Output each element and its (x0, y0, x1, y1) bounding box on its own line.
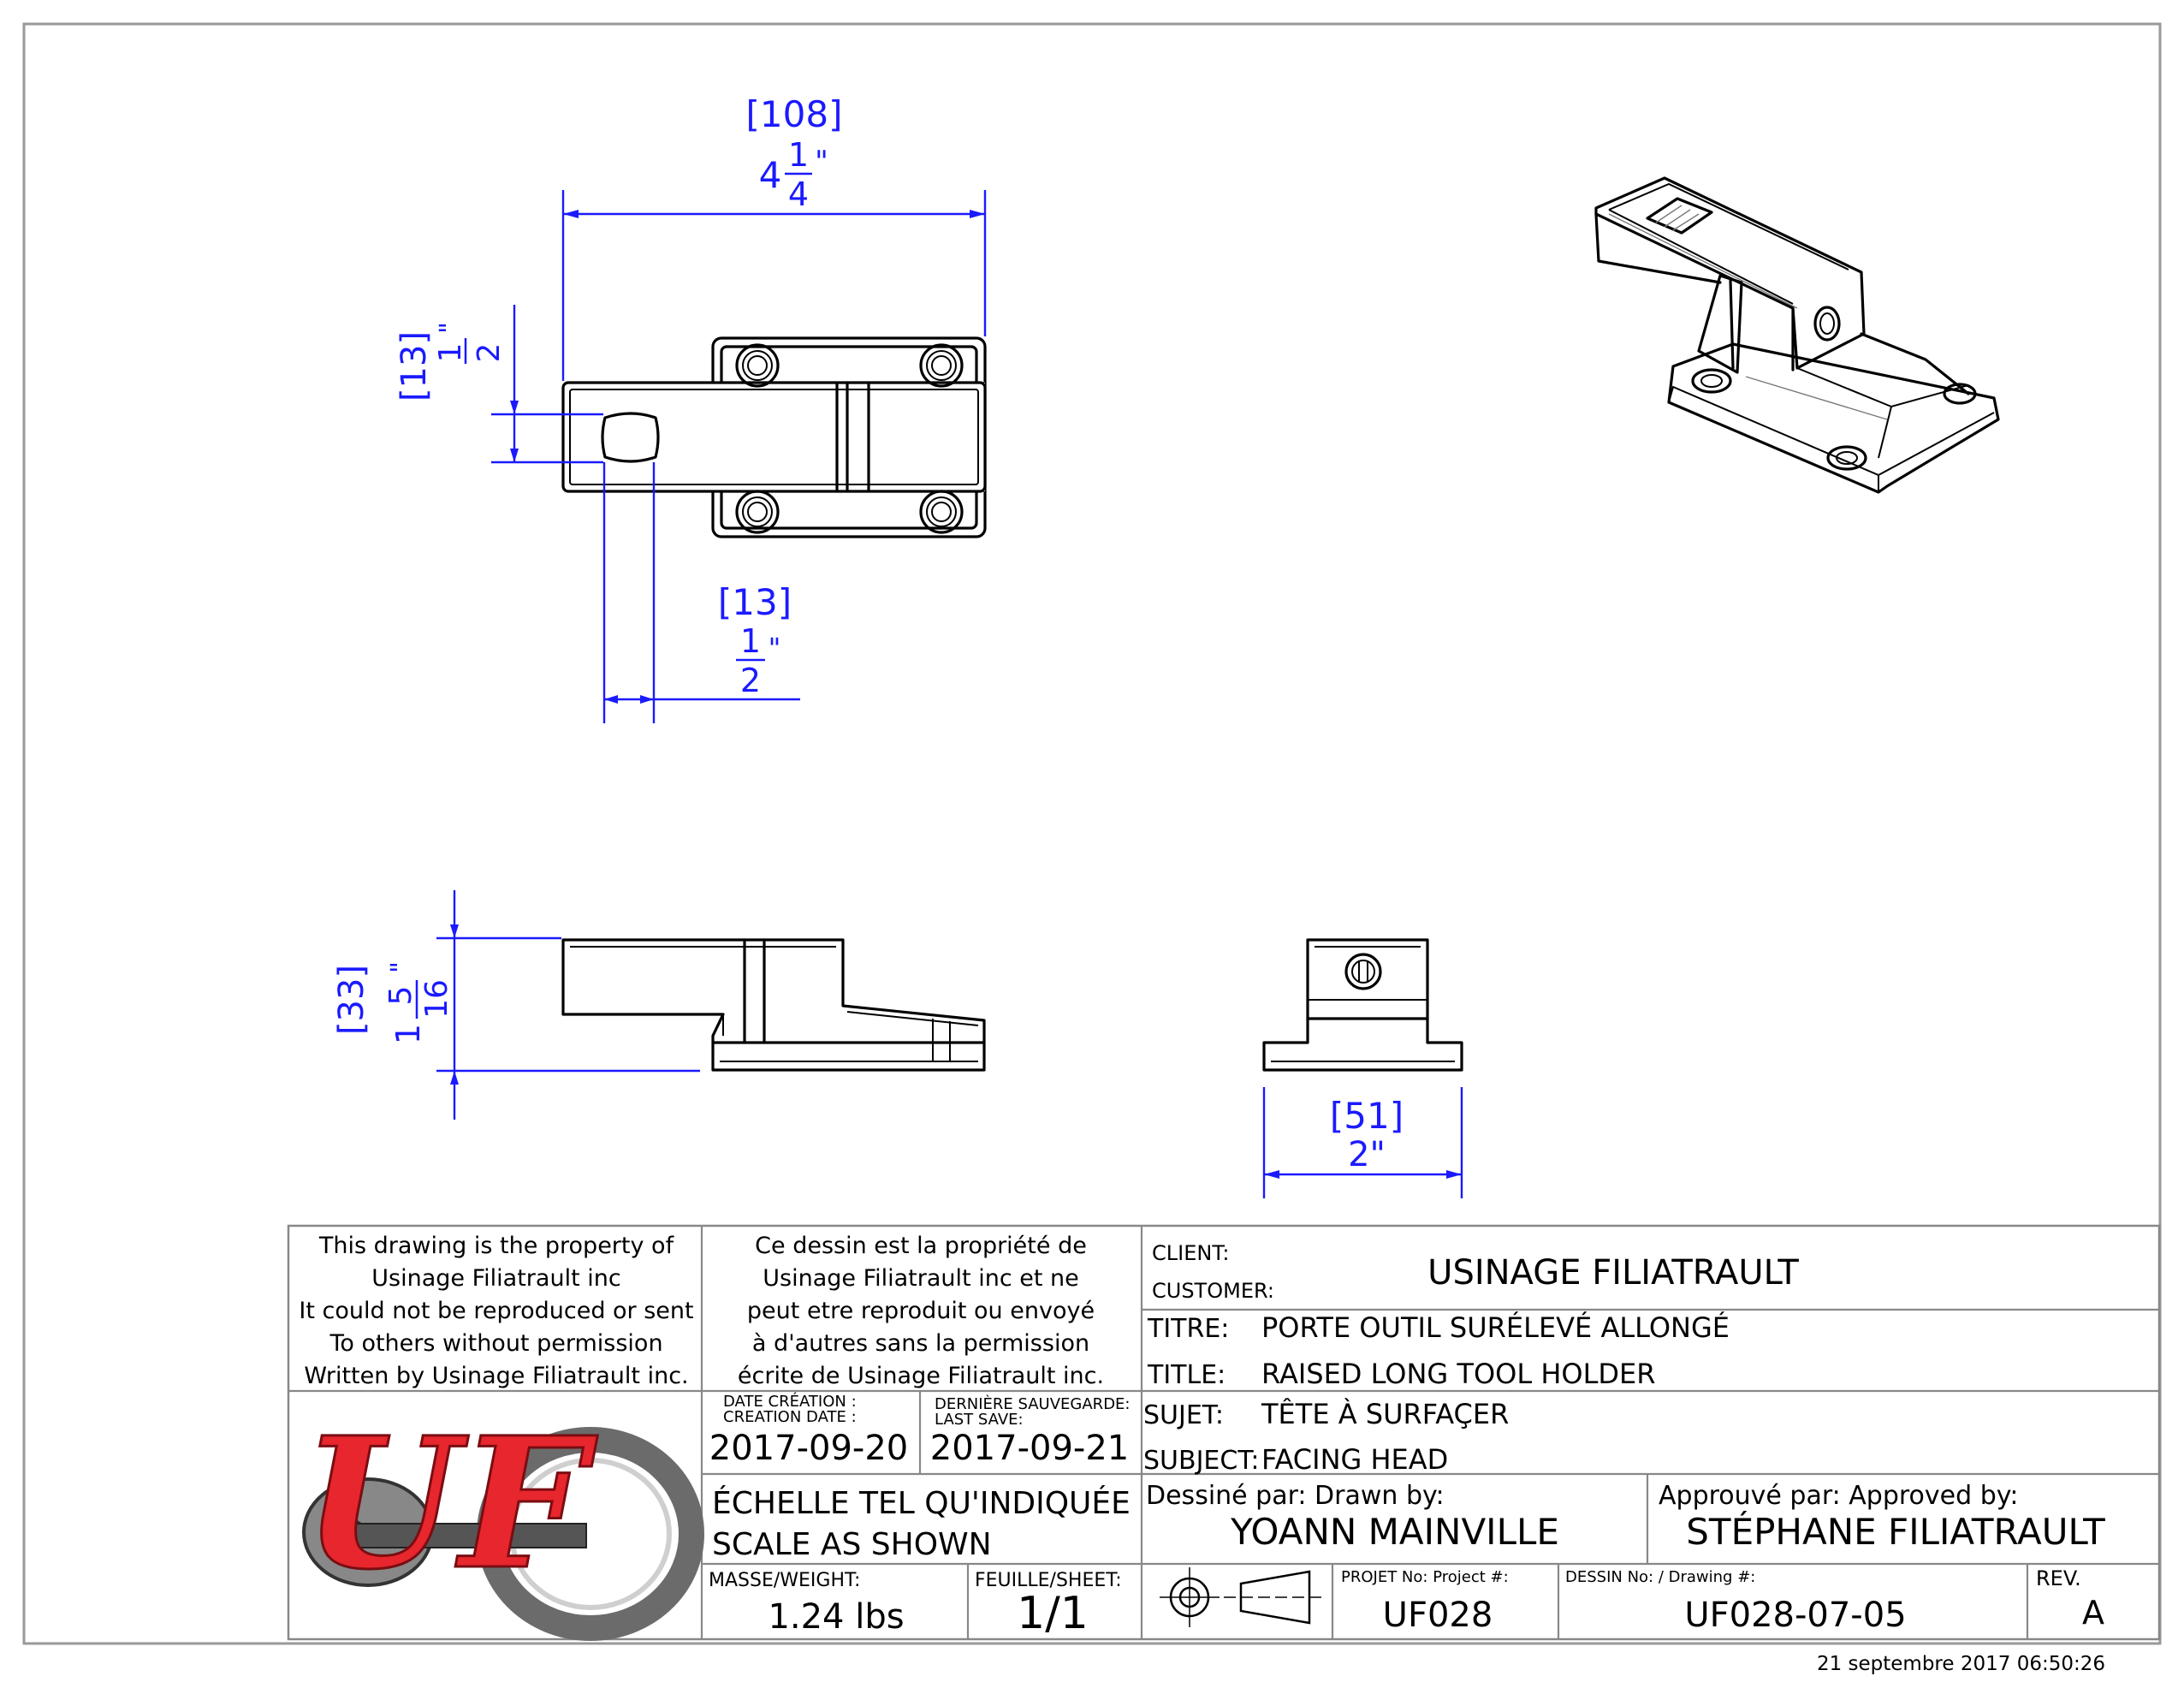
mount-hole-bottom-right (921, 491, 962, 532)
svg-text:à d'autres sans la permission: à d'autres sans la permission (751, 1330, 1090, 1357)
svg-text:2: 2 (739, 662, 762, 699)
svg-text:Ce dessin est la propriété de: Ce dessin est la propriété de (755, 1233, 1087, 1259)
svg-text:1: 1 (739, 622, 762, 660)
svg-text:CUSTOMER:: CUSTOMER: (1152, 1279, 1275, 1303)
iso-side-hole (1815, 307, 1839, 340)
dim-width-in: 2" (1348, 1135, 1386, 1174)
svg-text:FEUILLE/SHEET:: FEUILLE/SHEET: (975, 1570, 1122, 1591)
iso-hole-left (1693, 370, 1730, 392)
svg-text:1: 1 (787, 136, 810, 174)
company-logo (303, 1398, 691, 1628)
drawn-by: YOANN MAINVILLE (1231, 1511, 1559, 1553)
title-value: RAISED LONG TOOL HOLDER (1261, 1358, 1656, 1390)
svg-text:TITLE:: TITLE: (1148, 1360, 1226, 1390)
drawing-number: UF028-07-05 (1684, 1596, 1907, 1635)
svg-text:TITRE:: TITRE: (1148, 1314, 1230, 1344)
last-save-date: 2017-09-21 (929, 1429, 1130, 1468)
dim-height-mm: [33] (332, 964, 371, 1036)
mass-value: 1.24 lbs (768, 1597, 905, 1637)
svg-text:DESSIN No: / Drawing #:: DESSIN No: / Drawing #: (1565, 1568, 1756, 1586)
svg-text:": " (768, 632, 781, 664)
svg-text:It could not be reproduced or: It could not be reproduced or sent (299, 1298, 694, 1324)
svg-text:Dessiné par: Drawn by:: Dessiné par: Drawn by: (1146, 1481, 1445, 1511)
dim-square-depth (604, 462, 800, 723)
iso-square-hole (1647, 199, 1712, 233)
svg-text:Written by Usinage Filiatrault: Written by Usinage Filiatrault inc. (304, 1363, 689, 1389)
titre-value: PORTE OUTIL SURÉLEVÉ ALLONGÉ (1261, 1311, 1730, 1344)
svg-text:REV.: REV. (2036, 1566, 2081, 1590)
mount-hole-bottom-left (737, 491, 778, 532)
dim-square-width-mm: [13] (395, 330, 434, 402)
svg-text:PROJET No: Project #:: PROJET No: Project #: (1341, 1568, 1509, 1586)
svg-text:2: 2 (472, 342, 507, 363)
dim-square-depth-mm: [13] (717, 581, 792, 623)
iso-base (1669, 344, 1998, 492)
iso-riser (1699, 276, 1742, 372)
svg-text:": " (435, 322, 465, 334)
svg-text:5: 5 (383, 985, 418, 1006)
scale-fr: ÉCHELLE TEL QU'INDIQUÉE (712, 1486, 1131, 1521)
svg-text:peut etre reproduit ou envoyé: peut etre reproduit ou envoyé (746, 1298, 1095, 1324)
svg-text:SUJET:: SUJET: (1143, 1400, 1224, 1430)
side-view-outline (1264, 940, 1462, 1070)
revision: A (2082, 1594, 2104, 1632)
logo-lettering: UF (302, 1398, 588, 1609)
svg-text:SUBJECT:: SUBJECT: (1143, 1446, 1260, 1476)
iso-hole-front (1828, 447, 1866, 469)
svg-text:This drawing is the property o: This drawing is the property of (318, 1233, 674, 1259)
sheet-value: 1/1 (1017, 1588, 1089, 1639)
sujet-value: TÊTE À SURFAÇER (1261, 1398, 1510, 1430)
dim-width (1264, 1087, 1462, 1198)
svg-text:CLIENT:: CLIENT: (1152, 1241, 1230, 1265)
svg-text:Usinage Filiatrault inc: Usinage Filiatrault inc (371, 1265, 621, 1292)
top-view (563, 338, 985, 537)
svg-text:16: 16 (419, 979, 454, 1019)
svg-text:écrite de Usinage Filiatrault: écrite de Usinage Filiatrault inc. (737, 1363, 1105, 1389)
svg-text:4: 4 (787, 175, 810, 213)
side-view (1264, 940, 1462, 1070)
svg-text:To others without permission: To others without permission (329, 1330, 663, 1357)
svg-text:1: 1 (389, 1023, 427, 1045)
isometric-view (1596, 178, 1998, 492)
project-number: UF028 (1382, 1596, 1493, 1635)
projection-symbol (1160, 1567, 1322, 1627)
svg-text:DERNIÈRE SAUVEGARDE:: DERNIÈRE SAUVEGARDE: (935, 1395, 1131, 1413)
scale-en: SCALE AS SHOWN (712, 1527, 992, 1562)
approved-by: STÉPHANE FILIATRAULT (1686, 1511, 2105, 1553)
client-value: USINAGE FILIATRAULT (1427, 1253, 1799, 1293)
dim-height (332, 890, 700, 1120)
dim-width-mm: [51] (1329, 1095, 1404, 1137)
svg-text:MASSE/WEIGHT:: MASSE/WEIGHT: (709, 1570, 861, 1591)
svg-text:Usinage Filiatrault inc et ne: Usinage Filiatrault inc et ne (763, 1265, 1079, 1292)
svg-text:1: 1 (433, 342, 468, 363)
svg-text:Approuvé par: Approved by:: Approuvé par: Approved by: (1659, 1481, 2019, 1511)
svg-text:LAST SAVE:: LAST SAVE: (935, 1411, 1024, 1429)
svg-text:": " (815, 145, 828, 179)
subject-value: FACING HEAD (1261, 1443, 1449, 1476)
svg-text:": " (386, 961, 416, 973)
notice-fr (738, 1233, 1104, 1389)
mount-hole-top-right (921, 345, 962, 386)
front-view (563, 940, 984, 1070)
svg-text:4: 4 (758, 154, 782, 196)
svg-text:CREATION DATE :: CREATION DATE : (723, 1408, 857, 1426)
footer-timestamp: 21 septembre 2017 06:50:26 (1816, 1653, 2105, 1675)
notice-en (299, 1233, 693, 1389)
dim-overall-length-mm: [108] (745, 93, 843, 135)
svg-text:DATE CRÉATION :: DATE CRÉATION : (723, 1393, 857, 1411)
front-view-outline (563, 940, 984, 1070)
mount-hole-top-left (737, 345, 778, 386)
date-creation: 2017-09-20 (709, 1429, 909, 1468)
